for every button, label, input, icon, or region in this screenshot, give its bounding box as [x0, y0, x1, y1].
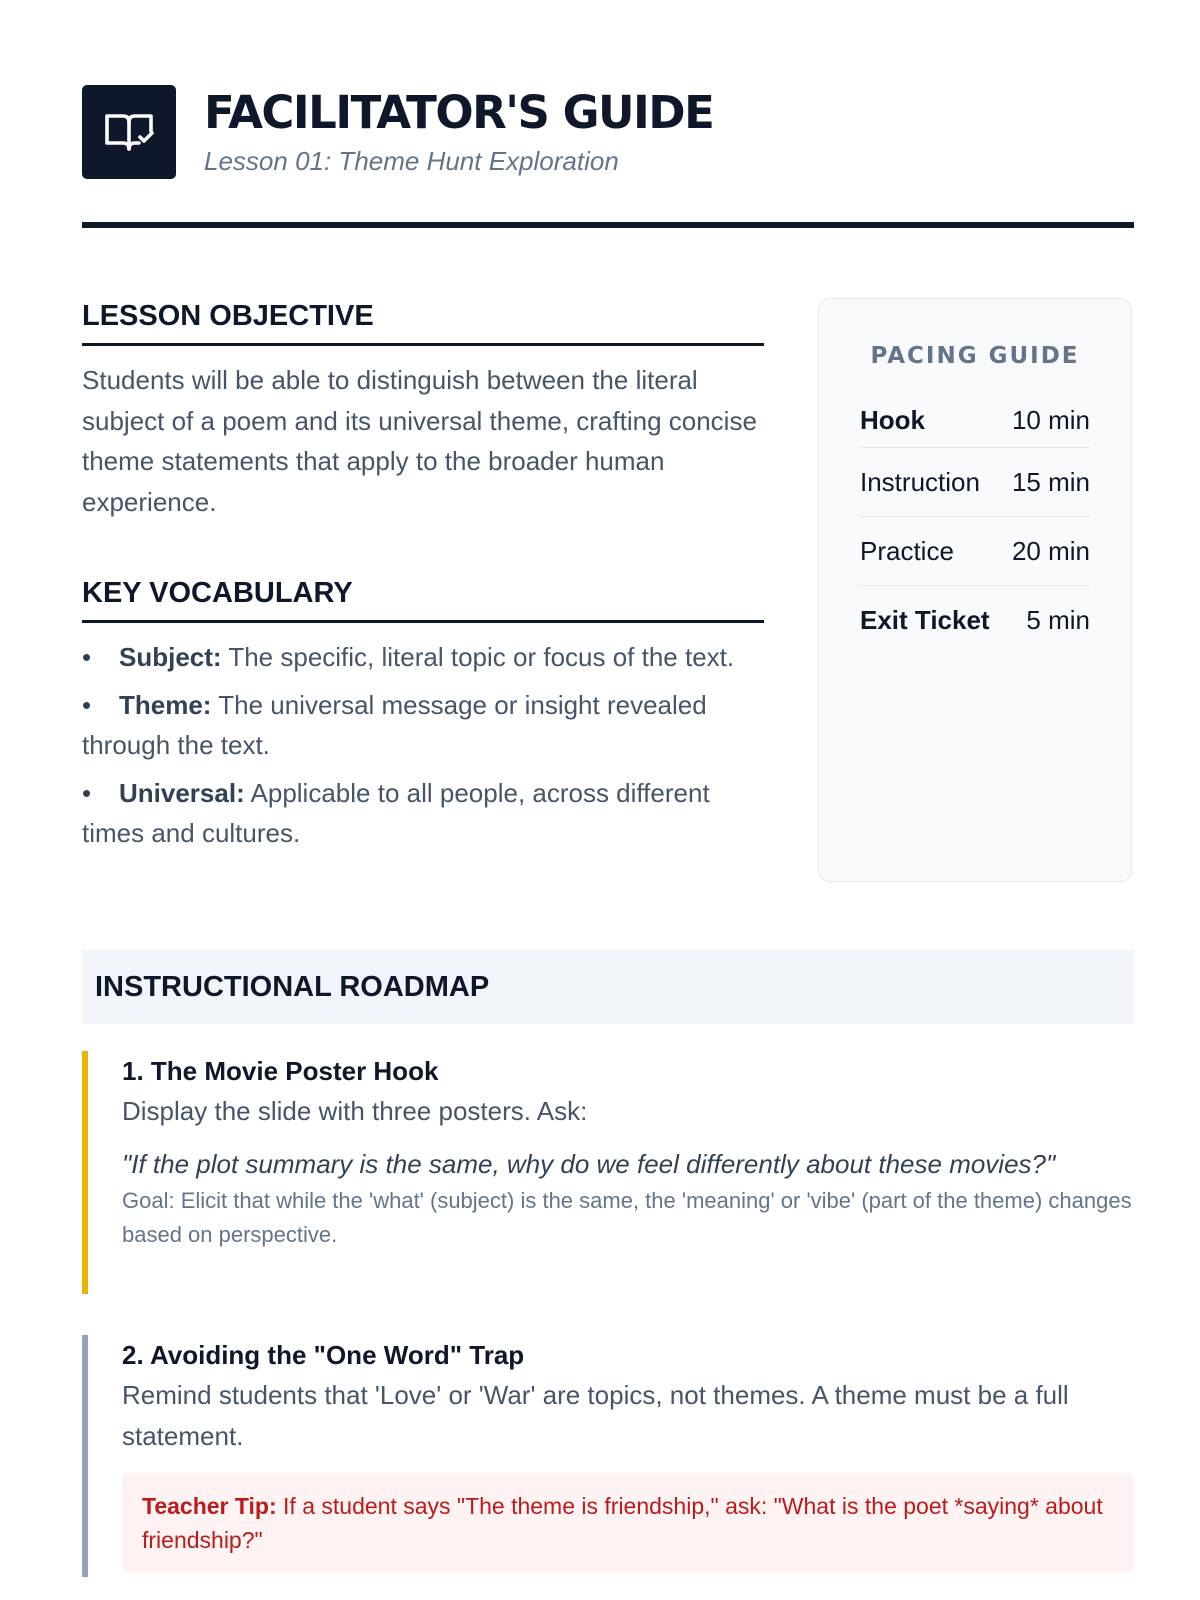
- lesson-details: [82, 295, 764, 861]
- objective-text: Students will be able to distinguish between the literal subject of a poem and its universal theme, crafting concise theme statements that apply to the broader human experience.: [82, 365, 757, 517]
- pacing-guide-title: PACING GUIDE: [870, 343, 1080, 369]
- pacing-row-instruction: [860, 448, 1090, 517]
- roadmap-step-hook: [82, 1051, 1134, 1294]
- vocab-definition: The universal message or insight revealed through the text.: [82, 689, 707, 760]
- pacing-row-hook: [860, 393, 1090, 448]
- step-text: Remind students that 'Love' or 'War' are topics, not themes. A theme must be a full statement.: [122, 1380, 1069, 1451]
- vocabulary-list: [82, 637, 764, 854]
- vocab-item-universal: [82, 773, 764, 854]
- pacing-row-exit-ticket: [860, 586, 1090, 655]
- step-text: Display the slide with three posters. Ask:: [122, 1096, 588, 1126]
- pacing-time: 5 min: [1026, 605, 1090, 635]
- vocabulary-heading: KEY VOCABULARY: [82, 572, 764, 623]
- teacher-tip-text: If a student says "The theme is friendship," ask: "What is the poet *saying* about friendship?": [142, 1493, 1103, 1553]
- vocab-item-subject: [82, 637, 764, 678]
- step-quote: "If the plot summary is the same, why do we feel differently about these movies?": [122, 1148, 1056, 1179]
- pacing-label: Hook: [860, 404, 925, 435]
- vocab-definition: Applicable to all people, across different times and cultures.: [82, 777, 710, 848]
- teacher-tip-box: [122, 1473, 1134, 1573]
- vocab-term: Theme:: [119, 689, 212, 720]
- pacing-label: Instruction: [860, 466, 980, 497]
- roadmap-heading: INSTRUCTIONAL ROADMAP: [95, 971, 490, 1003]
- roadmap-step-one-word-trap: [82, 1335, 1134, 1577]
- lesson-subtitle: Lesson 01: Theme Hunt Exploration: [204, 146, 619, 176]
- pacing-time: 10 min: [1011, 404, 1090, 435]
- header-divider: [82, 222, 1134, 228]
- objective-heading: LESSON OBJECTIVE: [82, 295, 764, 346]
- pacing-label: Practice: [860, 535, 954, 566]
- pacing-row-practice: [860, 517, 1090, 586]
- pacing-time: 15 min: [1011, 466, 1090, 497]
- pacing-time: 20 min: [1011, 535, 1090, 566]
- teacher-tip-label: Teacher Tip:: [142, 1493, 277, 1519]
- bullet-icon: •: [82, 689, 92, 720]
- page-title: FACILITATOR'S GUIDE: [204, 86, 714, 139]
- vocab-term: Universal:: [119, 777, 245, 808]
- vocab-item-theme: [82, 685, 764, 766]
- bullet-icon: •: [82, 777, 92, 808]
- pacing-label: Exit Ticket: [860, 605, 990, 635]
- vocab-term: Subject:: [119, 642, 222, 672]
- step-title: 1. The Movie Poster Hook: [122, 1056, 439, 1086]
- step-goal: Goal: Elicit that while the 'what' (subject) is the same, the 'meaning' or 'vibe' (part of the theme) changes based on perspective.: [122, 1188, 1132, 1247]
- pacing-guide-card: [818, 298, 1132, 882]
- pacing-rows: [860, 393, 1090, 655]
- step-title: 2. Avoiding the "One Word" Trap: [122, 1340, 525, 1370]
- bullet-icon: •: [82, 642, 92, 672]
- roadmap-header: [82, 950, 1134, 1024]
- vocab-definition: The specific, literal topic or focus of the text.: [221, 642, 735, 672]
- book-check-icon: [82, 85, 176, 179]
